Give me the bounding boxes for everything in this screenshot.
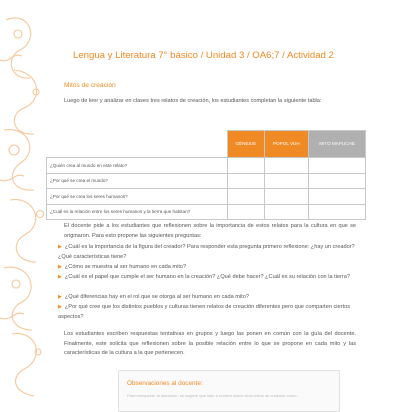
list-item: ▶ ¿Por qué cree que los distintos pueblos y culturas tienen relatos de creación diferentes pero que comparten ciertos aspectos? (58, 304, 350, 320)
column-header-mito-mapuche: MITO MAPUCHE (309, 131, 366, 158)
table-cell (309, 158, 366, 174)
row-question: ¿Por qué se crea los seres humanos? (47, 189, 228, 205)
table-row (47, 189, 366, 205)
arrow-bullet-icon: ▶ (58, 244, 62, 250)
table-cell (228, 158, 265, 174)
list-item: ▶ ¿Cuál es el papel que cumple el ser humano en la creación? ¿Qué debe hacer? ¿Cuál es su relación con la tierra? (58, 274, 350, 280)
list-item: ▶ ¿Cómo se muestra al ser humano en cada mito? (58, 264, 187, 270)
table-cell (264, 204, 309, 220)
table-row (47, 173, 366, 189)
arrow-bullet-icon: ▶ (58, 294, 62, 300)
table-row (47, 158, 366, 174)
list-item: ▶ ¿Qué diferencias hay en el rol que se otorga al ser humano en cada mito? (58, 294, 249, 300)
table-row (47, 204, 366, 220)
column-header-genesis: GÉNESIS (228, 131, 265, 158)
arrow-bullet-icon: ▶ (58, 264, 62, 270)
column-header-popol-vuh: POPOL VUH (264, 131, 309, 158)
table-corner-cell (47, 131, 228, 158)
table-cell (228, 189, 265, 205)
table-cell (264, 158, 309, 174)
comparison-table (46, 130, 366, 220)
row-question: ¿Por qué se crea el mundo? (47, 173, 228, 189)
table-cell (309, 189, 366, 205)
section-title: Mitos de creación (64, 82, 116, 89)
row-question: ¿Cuál es la relación entre los seres humanos y la tierra que habitan? (47, 204, 228, 220)
table-cell (309, 204, 366, 220)
row-question: ¿Quién crea al mundo en este relato? (47, 158, 228, 174)
note-title: Observaciones al docente: (127, 380, 203, 387)
instructions-paragraph: El docente pide a los estudiantes que reflexionen sobre la importancia de estos relatos para la cultura en que se originaron. Para esto propone las siguientes preguntas: (64, 223, 356, 239)
arrow-bullet-icon: ▶ (58, 274, 62, 280)
table-cell (309, 173, 366, 189)
table-header-row (47, 131, 366, 158)
note-text: Para enriquecer la discusión, se sugiere que lean o revisen sobre otros mitos de creación como... (127, 393, 300, 398)
table-cell (264, 189, 309, 205)
table-cell (228, 204, 265, 220)
table-cell (228, 173, 265, 189)
page-header-title: Lengua y Literatura 7° básico / Unidad 3 / OA6;7 / Actividad 2 (73, 50, 334, 61)
list-item: ▶ ¿Cuál es la importancia de la figura del creador? Para responder esta pregunta primero reflexione: ¿hay un creador? ¿Qué características tiene? (58, 244, 355, 260)
teacher-notes-box (118, 370, 340, 412)
conclusion-paragraph: Los estudiantes escriben respuestas tentativas en grupos y luego las ponen en común con la guía del docente. Finalmente, este solicita que reflexionen sobre la posible relación entre lo que se propone en cada mito y las características de la cultura a la que pertenecen. (64, 331, 356, 356)
arrow-bullet-icon: ▶ (58, 304, 62, 310)
intro-paragraph: Luego de leer y analizar en clases tres relatos de creación, los estudiantes completan la siguiente tabla: (64, 98, 322, 104)
table-cell (264, 173, 309, 189)
